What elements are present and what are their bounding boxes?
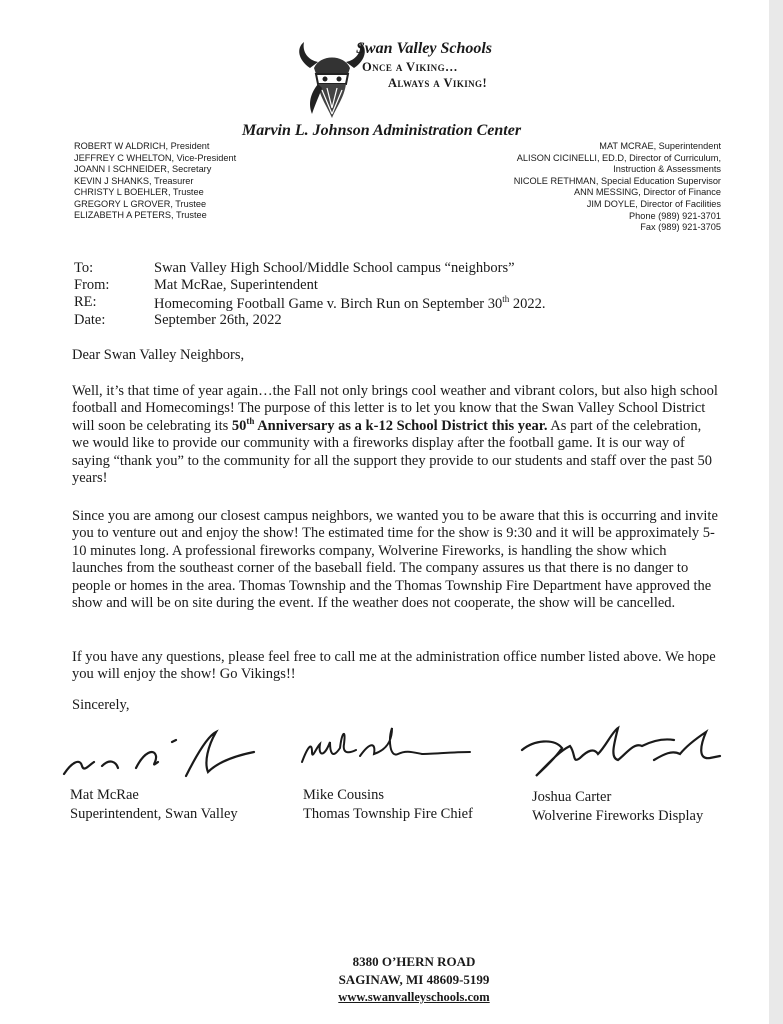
p1-text-a: Well, it’s that time of year again…the Fall not only brings cool weather and vibrant colors, but also high school football and Homecomings! The purpose of this letter is to let you know that the Swan Valley School District will soon be celebrating its — [72, 383, 718, 434]
memo-date-value: September 26th, 2022 — [154, 311, 282, 328]
footer-website-link[interactable]: www.swanvalleyschools.com — [338, 990, 490, 1004]
administration-center-title: Marvin L. Johnson Administration Center — [242, 122, 522, 139]
memo-to-label: To: — [74, 260, 94, 276]
page-edge — [769, 0, 783, 1024]
p1-bold-sup: th — [246, 415, 255, 426]
school-name: Swan Valley Schools — [356, 40, 493, 57]
p1-bold-tail: Anniversary as a k-12 School District this year. — [254, 417, 548, 434]
memo-re-sup: th — [502, 294, 510, 305]
board-member: CHRISTY L BOEHLER, Trustee — [74, 187, 204, 197]
signature-cousins-icon — [296, 722, 474, 782]
signer-name: Joshua Carter — [532, 789, 612, 805]
signer-name: Mat McRae — [70, 787, 139, 803]
administration-list — [514, 141, 721, 234]
p1-anniversary — [231, 415, 548, 434]
signer-title: Superintendent, Swan Valley — [70, 805, 238, 822]
admin-line: ANN MESSING, Director of Finance — [573, 187, 721, 198]
admin-line: JIM DOYLE, Director of Facilities — [586, 198, 721, 209]
signer-name: Mike Cousins — [303, 787, 384, 803]
admin-line: ALISON CICINELLI, ED.D, Director of Curriculum, — [516, 152, 721, 163]
admin-line: NICOLE RETHMAN, Special Education Supervisor — [513, 175, 721, 186]
admin-line: MAT MCRAE, Superintendent — [599, 141, 721, 151]
p1-text-b: As part of the celebration, we would like to provide our community with a fireworks display after the football game. It is our way of saying “thank you” to the community for all the support they provide to our students and staff over the past 50 years! — [72, 417, 713, 487]
signature-carter-icon — [514, 724, 724, 782]
signer-block — [70, 786, 238, 823]
board-member: ROBERT W ALDRICH, President — [74, 141, 210, 151]
signature-mcrae-icon — [58, 722, 268, 786]
letter-closing: Sincerely, — [72, 697, 130, 713]
board-member: ELIZABETH A PETERS, Trustee — [74, 210, 207, 220]
memo-from-label: From: — [74, 277, 110, 294]
signer-title: Wolverine Fireworks Display — [532, 807, 704, 824]
signer-block — [532, 788, 703, 825]
footer-street: 8380 O’HERN ROAD — [352, 954, 476, 969]
board-member: JOANN I SCHNEIDER, Secretary — [74, 164, 212, 174]
p1-bold-num: 50 — [231, 417, 247, 434]
signer-title: Thomas Township Fire Chief — [303, 805, 473, 822]
memo-re-value — [154, 294, 545, 313]
admin-line: Instruction & Assessments — [613, 164, 721, 175]
admin-fax: Fax (989) 921-3705 — [640, 222, 721, 233]
letter-paragraph-3: If you have any questions, please feel free to call me at the administration office number listed above. We hope you will enjoy the show! Go Vikings!! — [72, 649, 716, 683]
signer-block — [303, 786, 473, 823]
memo-re-tail: 2022. — [509, 296, 546, 313]
footer-city: SAGINAW, MI 48609-5199 — [338, 972, 490, 987]
letter-paragraph-1 — [72, 383, 720, 487]
memo-date-label: Date: — [74, 311, 106, 328]
memo-to-value: Swan Valley High School/Middle School campus “neighbors” — [154, 260, 515, 276]
board-member: KEVIN J SHANKS, Treasurer — [74, 175, 194, 186]
memo-re-text: Homecoming Football Game v. Birch Run on September 30 — [154, 296, 503, 313]
letter-paragraph-2: Since you are among our closest campus neighbors, we wanted you to be aware that this is occurring and invite you to venture out and enjoy the show! The estimated time for the show is 9:30 and it will be approximately 5-10 minutes long. A professional fireworks company, Wolverine Fireworks, is handling the show which launches from the southeast corner of the baseball field. The company assures us that there is no danger to people or homes in the area. Thomas Township and the Thomas Township Fire Department have approved the show and will be on site during the event. If the weather does not cooperate, the show will be cancelled. — [72, 508, 718, 612]
memo-from-value: Mat McRae, Superintendent — [154, 277, 318, 294]
admin-phone: Phone (989) 921-3701 — [629, 210, 721, 221]
board-member: GREGORY L GROVER, Trustee — [74, 198, 207, 209]
motto-line-2: Always a Viking! — [388, 76, 488, 90]
memo-re-label: RE: — [74, 294, 97, 311]
board-member: JEFFREY C WHELTON, Vice-President — [74, 152, 237, 163]
board-list — [74, 141, 236, 222]
letter-greeting: Dear Swan Valley Neighbors, — [72, 347, 245, 363]
motto-line-1: Once a Viking… — [362, 60, 458, 74]
